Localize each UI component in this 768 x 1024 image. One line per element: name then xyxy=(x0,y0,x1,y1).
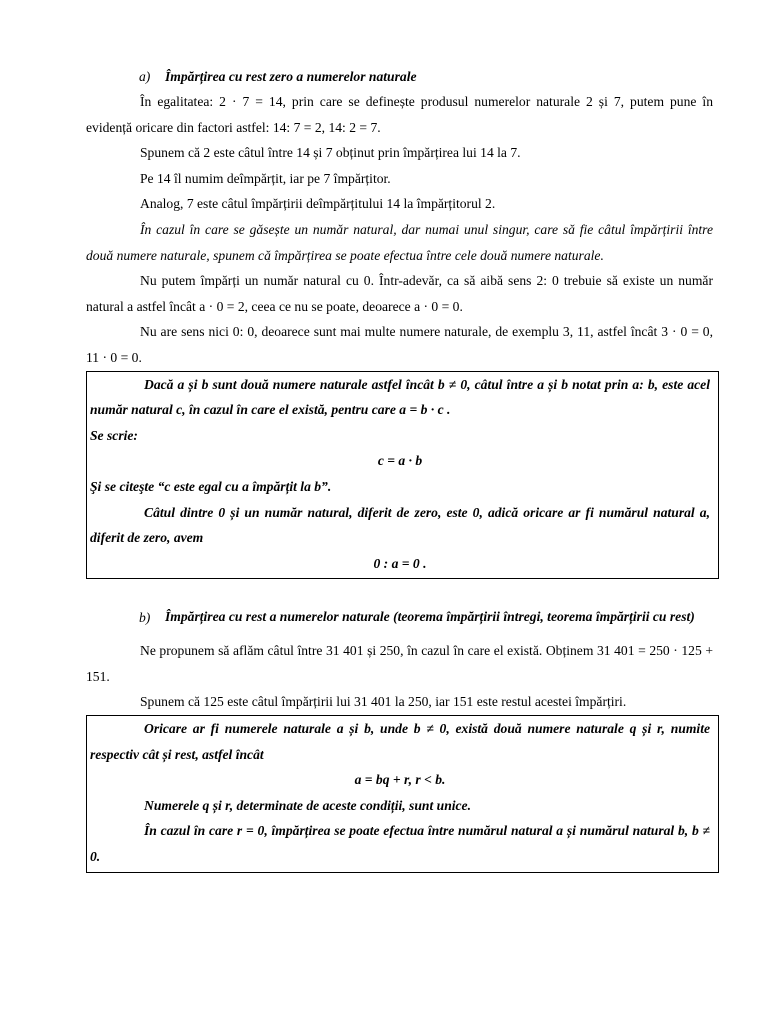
section-a-label: a) xyxy=(139,69,151,84)
theorem-box xyxy=(86,715,719,873)
document-page xyxy=(86,64,713,873)
definition-text: Câtul dintre 0 și un număr natural, diferit de zero, este 0, adică oricare ar fi numărul natural a, diferit de zero, avem xyxy=(90,504,710,546)
paragraph: Nu are sens nici 0: 0, deoarece sunt mai multe numere naturale, de exemplu 3, 11, astfel încât 3 · 0 = 0, 11 · 0 = 0. xyxy=(86,324,713,365)
theorem-text: În cazul în care r = 0, împărțirea se poate efectua între numărul natural a și numărul natural b, b ≠ 0. xyxy=(90,823,710,865)
formula: 0 : a = 0 . xyxy=(373,555,427,571)
paragraph: În egalitatea: 2 · 7 = 14, prin care se definește produsul numerelor naturale 2 și 7, putem pune în evidență oricare din factori astfel: 14: 7 = 2, 14: 2 = 7. xyxy=(86,94,713,135)
section-b-heading xyxy=(86,605,713,626)
formula: c = a · b xyxy=(377,453,423,469)
section-b-label: b) xyxy=(139,610,151,626)
paragraph: Analog, 7 este câtul împărțirii deîmpărțitului 14 la împărțitorul 2. xyxy=(140,196,496,212)
paragraph: Spunem că 2 este câtul între 14 și 7 obținut prin împărțirea lui 14 la 7. xyxy=(140,145,521,161)
formula: a = bq + r, r < b. xyxy=(354,772,446,788)
theorem-text: Numerele q și r, determinate de aceste condiții, sunt unice. xyxy=(144,797,471,813)
theorem-text: Oricare ar fi numerele naturale a și b, unde b ≠ 0, există două numere naturale q și r, numite respectiv cât și rest, astfel încât xyxy=(90,721,710,762)
paragraph: În cazul în care se găsește un număr natural, dar numai unul singur, care să fie câtul împărțirii între două numere naturale, spunem că împărțirea se poate efectua între cele două numere naturale. xyxy=(86,221,713,263)
paragraph: Pe 14 îl numim deîmpărțit, iar pe 7 împărțitor. xyxy=(140,170,391,186)
paragraph: Nu putem împărți un număr natural cu 0. Într-adevăr, ca să aibă sens 2: 0 trebuie să existe un număr natural a astfel încât a · 0 = 2, ceea ce nu se poate, deoarece a · 0 = 0. xyxy=(86,273,713,314)
paragraph: Ne propunem să aflăm câtul între 31 401 și 250, în cazul în care el există. Obținem 31 401 = 250 · 125 + 151. xyxy=(86,643,713,684)
definition-text: Dacă a și b sunt două numere naturale astfel încât b ≠ 0, câtul între a și b notat prin a: b, este acel număr natural c, în cazul în care el există, pentru care a = b · c . xyxy=(90,376,710,418)
section-a-title: Împărțirea cu rest zero a numerelor naturale xyxy=(165,69,417,84)
definition-box xyxy=(86,371,719,580)
definition-text: Se scrie: xyxy=(90,427,138,443)
definition-text: Şi se citeşte “c este egal cu a împărțit la b”. xyxy=(90,478,332,494)
section-a-heading xyxy=(86,64,713,89)
paragraph: Spunem că 125 este câtul împărțirii lui 31 401 la 250, iar 151 este restul acestei împărțiri. xyxy=(140,694,627,710)
section-b-title: Împărțirea cu rest a numerelor naturale (teorema împărțirii întregi, teorema împărțirii cu rest) xyxy=(165,609,695,625)
